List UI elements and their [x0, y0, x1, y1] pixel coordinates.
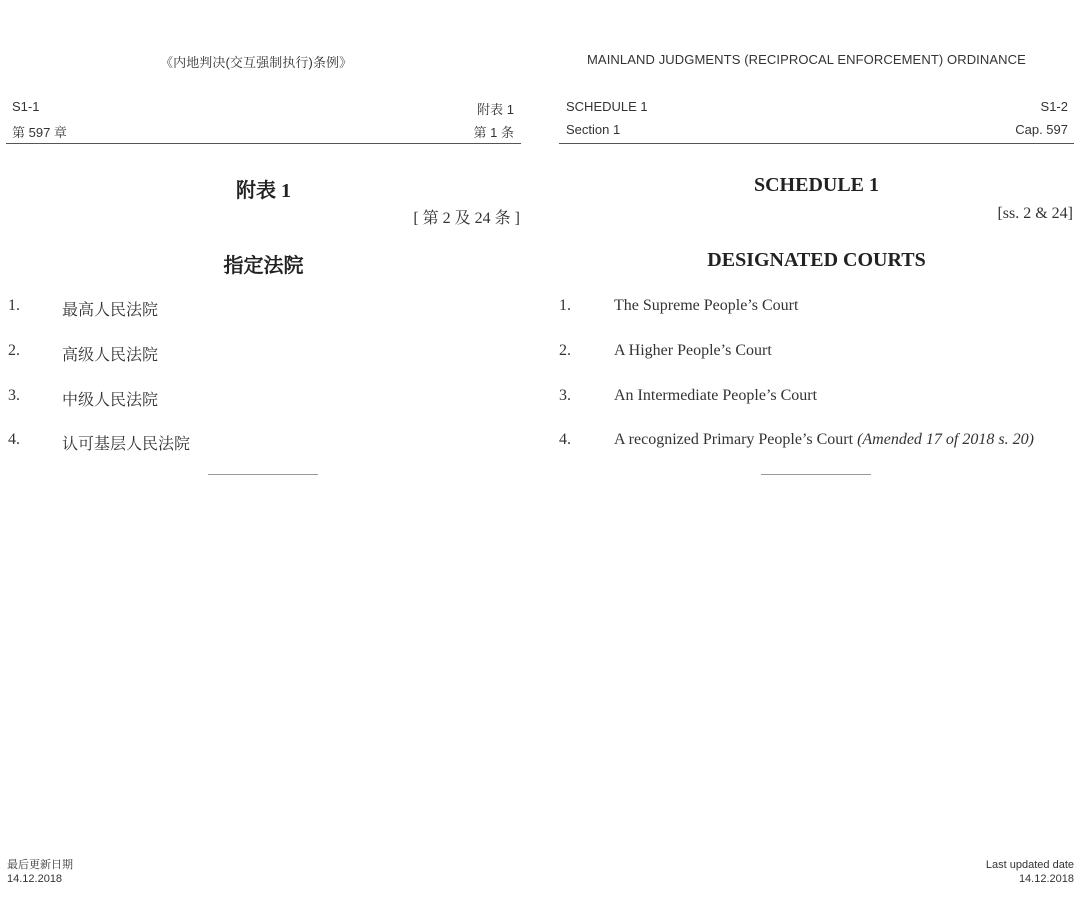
english-page: [540, 0, 1080, 907]
list-item-text-main: A recognized Primary People’s Court: [614, 431, 854, 448]
footer-label: 最后更新日期: [7, 859, 73, 871]
schedule-title: 附表 1: [236, 180, 291, 202]
list-item-number: 2.: [8, 342, 20, 359]
list-item-text: 中级人民法院: [62, 392, 159, 409]
schedule-heading: 指定法院: [223, 255, 304, 277]
schedule-title: SCHEDULE 1: [753, 174, 880, 196]
footer-date: 14.12.2018: [1018, 873, 1074, 885]
list-item-text: The Supreme People’s Court: [614, 297, 799, 314]
footer: [986, 858, 1074, 886]
end-divider: [761, 474, 871, 475]
schedule-heading: DESIGNATED COURTS: [707, 249, 926, 271]
page-number: S1-1: [12, 99, 40, 114]
list-item-number: 4.: [8, 431, 20, 448]
list-item-number: 2.: [559, 342, 571, 359]
footer-date: 14.12.2018: [7, 873, 63, 885]
header-divider: [559, 143, 1074, 144]
list-item-number: 3.: [8, 387, 20, 404]
list-item-text: A Higher People’s Court: [614, 342, 772, 359]
end-divider: [208, 474, 318, 475]
footer: [7, 858, 73, 886]
footer-label: Last updated date: [985, 859, 1074, 871]
amendment-note: (Amended 17 of 2018 s. 20): [857, 431, 1034, 448]
schedule-label: 附表 1: [477, 102, 514, 117]
list-item-text: 高级人民法院: [62, 347, 159, 364]
list-item-number: 1.: [8, 297, 20, 314]
chapter-label: Cap. 597: [1015, 122, 1068, 137]
list-item-number: 4.: [559, 431, 571, 448]
list-item-number: 3.: [559, 387, 571, 404]
sections-reference: [ss. 2 & 24]: [997, 205, 1073, 222]
schedule-label: SCHEDULE 1: [566, 99, 648, 114]
section-label: 第 1 条: [473, 125, 514, 140]
list-item-text: 认可基层人民法院: [62, 436, 191, 453]
chapter-label: 第 597 章: [12, 125, 67, 140]
list-item-text: An Intermediate People’s Court: [614, 387, 818, 404]
list-item-text: [614, 431, 1034, 449]
list-item-number: 1.: [559, 297, 571, 314]
running-title: 《内地判决(交互强制执行)条例》: [160, 55, 353, 70]
list-item-text: 最高人民法院: [62, 302, 159, 319]
sections-reference: [ 第 2 及 24 条 ]: [413, 210, 520, 227]
header-divider: [6, 143, 521, 144]
page-number: S1-2: [1040, 99, 1068, 114]
section-label: Section 1: [566, 122, 621, 137]
running-title: MAINLAND JUDGMENTS (RECIPROCAL ENFORCEMENT) ORDINANCE: [587, 52, 1026, 67]
